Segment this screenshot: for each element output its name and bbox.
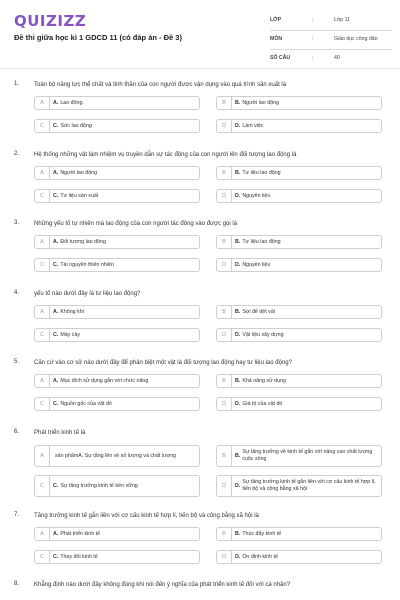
option-letter: D [217,259,232,271]
option-a[interactable] [34,305,200,319]
option-text: Tài nguyên thiên nhiên [60,261,114,268]
option-letter: B [217,306,232,318]
option-text: Vật liệu xây dựng [242,331,284,338]
option-c[interactable] [34,189,200,203]
exam-title: Đề thi giữa học kì 1 GDCD 11 (có đáp án - Đề 3) [14,33,182,42]
option-text: Không khí [60,308,85,315]
option-text: Ổn định kinh tế [242,553,278,560]
option-a[interactable] [34,445,200,467]
quizizz-logo: QUIZIZZ [14,12,87,30]
option-c[interactable] [34,119,200,133]
option-key: A. [53,99,59,106]
option-text: Lao động. [60,99,84,106]
option-key: B. [235,238,241,245]
option-b[interactable] [216,305,382,319]
option-c[interactable] [34,258,200,272]
option-letter: D [217,120,232,132]
option-key: A. [53,530,59,537]
question-number: 7. [14,512,20,518]
question-text: yếu tố nào dưới đây là tư liệu lao động? [34,291,141,297]
option-b[interactable] [216,445,382,467]
question-text: Toàn bộ năng lực thể chất và tinh thần của con người được vận dụng vào quá trình sản xuất là [34,82,287,88]
option-b[interactable] [216,235,382,249]
option-key: B. [235,169,241,176]
meta-row-question-count [270,50,392,69]
option-key: A. [53,169,59,176]
option-text: Tư liệu sản xuất [60,192,99,199]
meta-label: SỐ CÂU [270,55,291,61]
worksheet-header [0,0,400,70]
option-b[interactable] [216,96,382,110]
option-key: C. [53,482,59,489]
option-key: D. [235,553,241,560]
option-key: D. [235,192,241,199]
option-letter: A [35,97,50,109]
question-text: Khẳng định nào dưới đây không đúng khi nói đến ý nghĩa của phát triển kinh tế đối với cá nhân? [34,582,291,588]
option-text: Nguyên liệu [242,261,271,268]
meta-separator: : [312,17,314,23]
option-text: Tư liệu lao động [242,169,281,176]
question-number: 5. [14,359,20,365]
option-d[interactable] [216,550,382,564]
option-text: Giá trị của vật đó [242,400,283,407]
question-text: Tăng trưởng kinh tế gắn liền với cơ cấu kinh tế hợp lí, tiến bộ và công bằng xã hội là [34,513,259,519]
option-letter: A [35,306,50,318]
option-c[interactable] [34,397,200,411]
option-d[interactable] [216,189,382,203]
option-text: Khả năng sử dụng [242,377,286,384]
option-text: Sự tăng trưởng kinh tế bền vững [60,482,138,489]
option-b[interactable] [216,374,382,388]
question-text: Những yếu tố tự nhiên mà lao động của con người tác động vào được gọi là [34,221,238,227]
option-key: C. [53,553,59,560]
option-a[interactable] [34,96,200,110]
question-number: 8. [14,581,20,587]
question-number: 4. [14,290,20,296]
option-letter: B [217,97,232,109]
meta-label: LỚP [270,17,282,23]
meta-label: MÔN [270,36,283,42]
option-d[interactable] [216,328,382,342]
option-letter: D [217,551,232,563]
option-text: Sự tăng trưởng kinh tế gắn liền với cơ cấu kinh tế hợp lí, tiến bộ và công bằng xã hội [242,479,376,492]
option-d[interactable] [216,119,382,133]
option-text: Đối tượng lao động [60,238,106,245]
option-b[interactable] [216,527,382,541]
option-text: Máy cày [60,331,81,338]
option-letter: A [35,375,50,387]
option-key: C. [53,261,59,268]
option-key: D. [235,400,241,407]
option-letter: D [217,329,232,341]
question-text: Hệ thống những vật làm nhiệm vụ truyền dẫn sự tác động của con người lên đối tượng lao động là [34,152,297,158]
option-text: Sức lao động [60,122,92,129]
option-key: B. [235,308,241,315]
question-number: 2. [14,151,20,157]
option-text: Thúc đẩy kinh tế [242,530,282,537]
option-key: D. [235,122,241,129]
meta-separator: : [312,55,314,61]
option-key: B. [235,452,241,459]
question-text: Phát triển kinh tế là [34,430,86,436]
header-divider [0,68,400,69]
option-key: C. [53,192,59,199]
option-d[interactable] [216,258,382,272]
option-a[interactable] [34,235,200,249]
option-letter: B [217,375,232,387]
option-letter: B [217,528,232,540]
option-letter: C [35,120,50,132]
option-key: B. [235,530,241,537]
option-text: Làm việc [242,122,264,129]
meta-value: Lớp 11 [334,17,350,23]
option-key: D. [235,331,241,338]
option-letter: C [35,259,50,271]
option-letter: C [35,476,50,496]
option-key: B. [235,377,241,384]
option-letter: B [217,446,232,466]
option-key: B. [235,99,241,106]
meta-value: Giáo dục công dân [334,36,378,42]
option-key: C. [53,331,59,338]
option-letter: C [35,190,50,202]
option-c[interactable] [34,328,200,342]
option-key: A. [53,308,59,315]
option-letter: D [217,476,232,496]
meta-row-class [270,12,392,31]
option-a[interactable] [34,374,200,388]
option-text: Sự tăng trưởng về kinh tế gắn với nâng cao chất lượng cuộc sống [242,449,373,462]
option-letter: B [217,236,232,248]
meta-value: 40 [334,55,340,61]
option-key: D. [235,261,241,268]
option-key: A. [53,238,59,245]
question-number: 6. [14,429,20,435]
option-text: Tư liệu lao động [242,238,281,245]
option-letter: D [217,398,232,410]
option-text: Người lao động [60,169,98,176]
option-key: C. [53,400,59,407]
option-a[interactable] [34,166,200,180]
option-a[interactable] [34,527,200,541]
option-text: Sợi để dệt vải [242,308,275,315]
meta-separator: : [312,36,314,42]
option-key: D. [235,482,241,489]
option-letter: C [35,551,50,563]
option-letter: A [35,236,50,248]
option-letter: B [217,167,232,179]
exam-meta [270,12,392,69]
option-d[interactable] [216,397,382,411]
option-c[interactable] [34,475,200,497]
option-text: Thay đổi kinh tế [60,553,98,560]
option-text: Nguồn gốc của vật đó [60,400,112,407]
option-letter: C [35,398,50,410]
option-text: Nguyên liệu [242,192,271,199]
option-letter: A [35,167,50,179]
question-text: Căn cứ vào cơ sở nào dưới đây để phân biệt một vật là đối tượng lao động hay tư liệu lao động? [34,360,292,366]
question-number: 3. [14,220,20,226]
meta-row-subject [270,31,392,50]
option-c[interactable] [34,550,200,564]
option-b[interactable] [216,166,382,180]
option-d[interactable] [216,475,382,497]
question-number: 1. [14,81,20,87]
option-text: Phát triển kinh tế [60,530,101,537]
option-letter: C [35,329,50,341]
option-key: A. [53,377,59,384]
option-letter: A [35,528,50,540]
option-text: sản phẩmA. Sự tăng lên về số lượng và chất lượng [55,452,176,459]
option-key: C. [53,122,59,129]
option-letter: D [217,190,232,202]
option-text: Mục đích sử dụng gắn với chức năng [60,377,149,384]
option-text: Người lao động [242,99,280,106]
option-letter: A [35,446,50,466]
